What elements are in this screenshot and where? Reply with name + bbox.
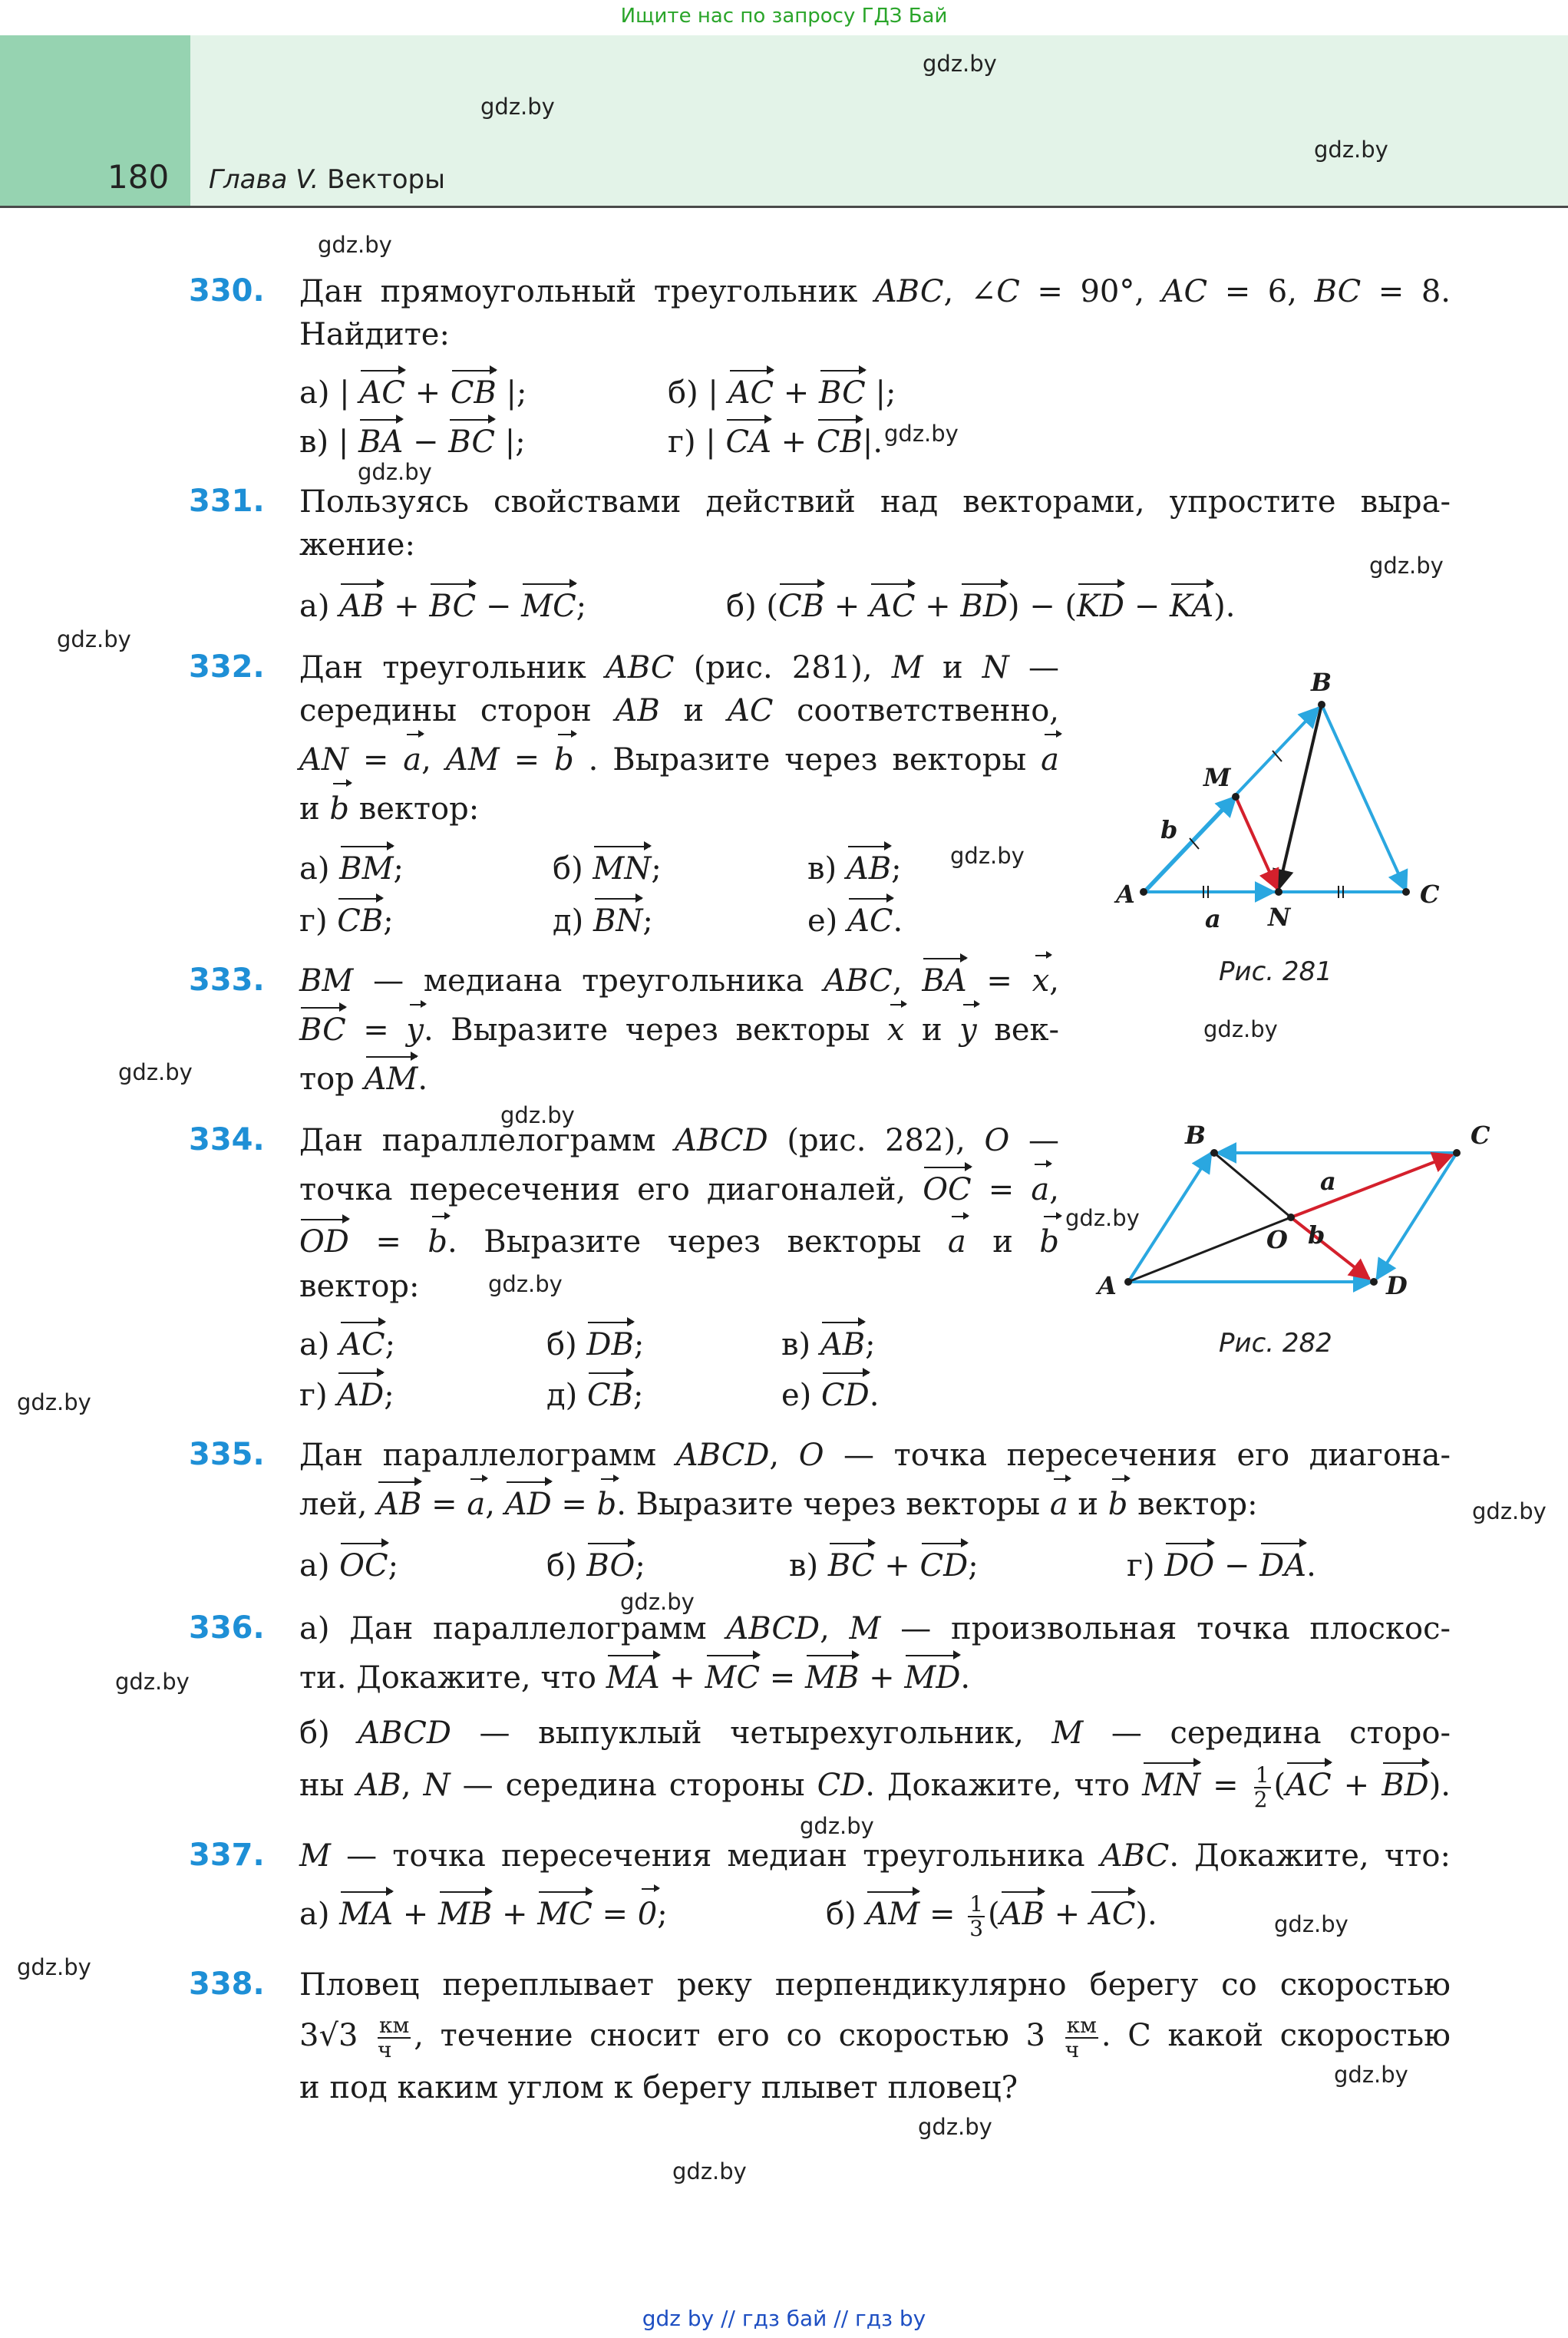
item-330-a: а) | AC + CB |; bbox=[299, 372, 527, 414]
item-335-d: г) DO − DA. bbox=[1127, 1544, 1316, 1587]
watermark: gdz.by bbox=[488, 1271, 563, 1297]
problem-number: 332. bbox=[189, 649, 265, 685]
item-332-e: д) BN; bbox=[553, 900, 653, 943]
footer-links[interactable]: gdz by // гдз бай // гдз by bbox=[642, 2306, 926, 2331]
item-337-b: б) AM = $\frac{1}{3}$ (AB + AC). bbox=[826, 1891, 1157, 1941]
point-c bbox=[1402, 888, 1410, 896]
label-vec-b: b bbox=[1308, 1220, 1325, 1250]
problem-330-line1: Дан прямоугольный треугольник ABC, ∠C = 90°, AC = 6, BC = 8. bbox=[299, 274, 1451, 309]
problem-332-line1: Дан треугольник ABC (рис. 281), M и N — bbox=[299, 650, 1059, 685]
problem-332-line2: середины сторон AB и AC соответственно, bbox=[299, 693, 1060, 728]
label-d: D bbox=[1386, 1271, 1408, 1300]
problem-331-line1: Пользуясь свойствами действий над векторами, упростите выра- bbox=[299, 484, 1451, 520]
watermark: gdz.by bbox=[620, 1589, 695, 1615]
item-335-c: в) BC + CD; bbox=[789, 1544, 979, 1587]
watermark: gdz.by bbox=[500, 1102, 575, 1128]
watermark: gdz.by bbox=[115, 1669, 190, 1695]
page-number: 180 bbox=[107, 158, 170, 196]
problem-331-line2: жение: bbox=[299, 527, 415, 563]
watermark: gdz.by bbox=[1472, 1498, 1547, 1524]
label-vec-a: a bbox=[1205, 904, 1221, 933]
watermark: gdz.by bbox=[17, 1389, 91, 1415]
point-a bbox=[1124, 1278, 1132, 1286]
label-m: M bbox=[1203, 763, 1231, 792]
label-c: C bbox=[1471, 1121, 1490, 1150]
item-334-c: в) AB; bbox=[781, 1323, 876, 1366]
problem-333-line1: BM — медиана треугольника ABC, BA = x, bbox=[299, 959, 1059, 1002]
watermark: gdz.by bbox=[1203, 1016, 1278, 1042]
watermark: gdz.by bbox=[800, 1813, 874, 1839]
problem-332-line3: AN = a, AM = b . Выразите через векторы a bbox=[299, 738, 1059, 781]
item-334-a: а) AC; bbox=[299, 1323, 395, 1366]
label-b: B bbox=[1185, 1121, 1207, 1150]
problem-330-line2: Найдите: bbox=[299, 317, 450, 352]
item-331-b: б) (CB + AC + BD) − (KD − KA). bbox=[726, 585, 1235, 628]
vector-b bbox=[1145, 797, 1236, 892]
problem-335-line2: лей, AB = a, AD = b. Выразите через векторы a и b вектор: bbox=[299, 1483, 1258, 1526]
problem-338-line3: и под каким углом к берегу плывет пловец? bbox=[299, 2070, 1018, 2105]
side-ab bbox=[1128, 1153, 1211, 1282]
item-332-d: г) CB; bbox=[299, 900, 394, 943]
watermark: gdz.by bbox=[358, 459, 432, 485]
point-d bbox=[1370, 1278, 1378, 1286]
top-banner[interactable]: Ищите нас по запросу ГДЗ Бай bbox=[620, 5, 948, 28]
problem-332-line4: и b вектор: bbox=[299, 788, 479, 831]
problem-number: 336. bbox=[189, 1610, 265, 1646]
figure-282-caption: Рис. 282 bbox=[1219, 1328, 1332, 1359]
item-331-a: а) AB + BC − MC; bbox=[299, 585, 586, 628]
item-335-a: а) OC; bbox=[299, 1544, 398, 1587]
watermark: gdz.by bbox=[1334, 2062, 1408, 2088]
problem-333-line2: BC = y. Выразите через векторы x и y век- bbox=[299, 1009, 1059, 1052]
watermark: gdz.by bbox=[17, 1954, 91, 1980]
problem-336-line3: б) ABCD — выпуклый четырехугольник, M — середина сторо- bbox=[299, 1716, 1451, 1751]
problem-number: 331. bbox=[189, 484, 265, 519]
point-a bbox=[1140, 888, 1147, 896]
side-bc bbox=[1322, 705, 1406, 890]
item-330-d: г) | CA + CB|. bbox=[668, 421, 883, 464]
label-c: C bbox=[1420, 880, 1440, 909]
watermark: gdz.by bbox=[918, 2114, 992, 2140]
problem-337-line1: M — точка пересечения медиан треугольника ABC. Докажите, что: bbox=[299, 1838, 1451, 1874]
vector-od bbox=[1291, 1217, 1369, 1279]
point-c bbox=[1453, 1149, 1461, 1157]
watermark: gdz.by bbox=[118, 1059, 193, 1085]
problem-number: 330. bbox=[189, 273, 265, 309]
watermark: gdz.by bbox=[950, 843, 1025, 869]
item-332-c: в) AB; bbox=[807, 847, 902, 890]
item-335-b: б) BO; bbox=[546, 1544, 645, 1587]
item-332-f: е) AC. bbox=[807, 900, 903, 943]
item-334-e: д) CB; bbox=[546, 1374, 643, 1417]
problem-334-line2: точка пересечения его диагоналей, OC = a, bbox=[299, 1168, 1059, 1211]
point-b bbox=[1318, 701, 1325, 708]
watermark: gdz.by bbox=[923, 51, 997, 77]
point-m bbox=[1232, 793, 1240, 801]
problem-336-line2: ти. Докажите, что MA + MC = MB + MD. bbox=[299, 1656, 970, 1699]
problem-number: 337. bbox=[189, 1838, 265, 1873]
problem-334-line4: вектор: bbox=[299, 1269, 420, 1304]
problem-number: 333. bbox=[189, 963, 265, 998]
item-332-a: а) BM; bbox=[299, 847, 404, 890]
watermark: gdz.by bbox=[1065, 1205, 1140, 1231]
vector-bn bbox=[1279, 705, 1322, 889]
watermark: gdz.by bbox=[1274, 1911, 1348, 1937]
problem-333-line3: тор AM. bbox=[299, 1058, 427, 1101]
item-334-f: е) CD. bbox=[781, 1374, 879, 1417]
problem-336-line4: ны AB, N — середина стороны CD. Докажите, что MN = $\frac{1}{2}$ (AC + BD). bbox=[299, 1762, 1451, 1812]
watermark: gdz.by bbox=[672, 2158, 747, 2184]
watermark: gdz.by bbox=[57, 626, 131, 652]
problem-number: 338. bbox=[189, 1966, 265, 2002]
label-n: N bbox=[1268, 903, 1291, 932]
watermark: gdz.by bbox=[480, 94, 555, 120]
problem-number: 335. bbox=[189, 1437, 265, 1472]
vector-mn bbox=[1236, 797, 1277, 889]
item-332-b: б) MN; bbox=[553, 847, 662, 890]
watermark: gdz.by bbox=[318, 232, 392, 258]
watermark: gdz.by bbox=[1369, 553, 1444, 579]
label-a: A bbox=[1116, 880, 1135, 909]
figure-281-caption: Рис. 281 bbox=[1219, 956, 1332, 987]
item-337-a: а) MA + MB + MC = 0; bbox=[299, 1893, 668, 1936]
item-330-c: в) | BA − BC |; bbox=[299, 421, 526, 464]
label-vec-a: a bbox=[1320, 1167, 1336, 1196]
point-o bbox=[1287, 1214, 1295, 1221]
figure-281 bbox=[1090, 660, 1504, 936]
problem-335-line1: Дан параллелограмм ABCD, O — точка пересечения его диагона- bbox=[299, 1438, 1451, 1473]
label-vec-b: b bbox=[1160, 815, 1178, 844]
item-334-d: г) AD; bbox=[299, 1374, 394, 1417]
label-o: O bbox=[1266, 1225, 1288, 1254]
problem-338-line1: Пловец переплывает реку перпендикулярно берегу со скоростью bbox=[299, 1967, 1451, 2003]
watermark: gdz.by bbox=[1314, 137, 1388, 163]
header-rule bbox=[0, 206, 1568, 208]
chapter-title: Глава V. Векторы bbox=[209, 164, 445, 195]
item-334-b: б) DB; bbox=[546, 1323, 644, 1366]
label-a: A bbox=[1098, 1271, 1117, 1300]
point-b bbox=[1210, 1149, 1218, 1157]
problem-334-line3: OD = b. Выразите через векторы a и b bbox=[299, 1220, 1059, 1263]
watermark: gdz.by bbox=[884, 421, 959, 447]
item-330-b: б) | AC + BC |; bbox=[668, 372, 896, 414]
diagonal-bo bbox=[1214, 1153, 1291, 1217]
problem-336-line1: а) Дан параллелограмм ABCD, M — произвольная точка плоскос- bbox=[299, 1611, 1451, 1646]
point-n bbox=[1275, 888, 1282, 896]
problem-number: 334. bbox=[189, 1122, 265, 1157]
side-cd bbox=[1377, 1153, 1457, 1279]
problem-334-line1: Дан параллелограмм ABCD (рис. 282), O — bbox=[299, 1123, 1059, 1158]
problem-338-line2: 3√3 $\frac{км}{ч}$ , течение сносит его со скоростью 3 $\frac{км}{ч}$ . С какой скоростью bbox=[299, 2013, 1451, 2062]
vector-oc bbox=[1291, 1155, 1452, 1217]
label-b: B bbox=[1311, 668, 1332, 697]
figure-282 bbox=[1082, 1113, 1512, 1313]
